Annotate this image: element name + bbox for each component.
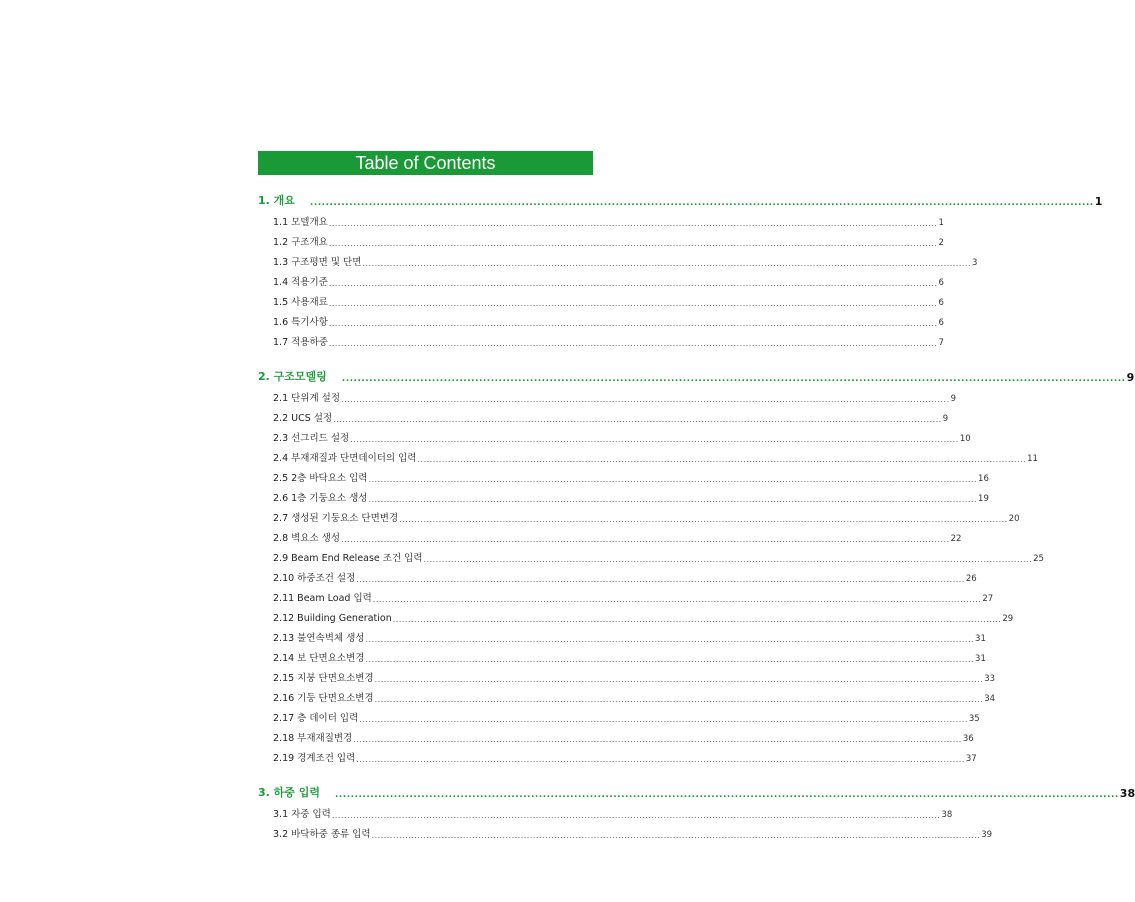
toc-page-number: 6 xyxy=(938,298,944,308)
toc-page-number: 36 xyxy=(962,734,974,744)
toc-section-heading[interactable] xyxy=(258,362,1135,384)
dot-leader: ........................................................................................................................................................................................................ xyxy=(365,635,975,644)
dot-leader: ........................................................................................................................................................................................................ xyxy=(341,395,950,404)
toc-entry-label: 2.18 부재재질변경 xyxy=(273,733,353,744)
toc-page-number: 1 xyxy=(1094,195,1103,208)
toc-page-number: 6 xyxy=(938,278,944,288)
toc-entry[interactable] xyxy=(258,384,957,404)
table-of-contents xyxy=(258,151,1135,840)
toc-entry-label: 1.2 구조개요 xyxy=(273,237,328,248)
toc-page-number: 31 xyxy=(975,654,986,664)
toc-page-number: 26 xyxy=(965,574,977,584)
dot-leader: ........................................................................................................................................................................................................ xyxy=(359,715,968,724)
toc-entry-label: 3. 하중 입력 xyxy=(258,786,320,799)
toc-entry[interactable] xyxy=(258,584,994,604)
toc-entry[interactable] xyxy=(258,444,1038,464)
toc-entry[interactable] xyxy=(258,724,974,744)
dot-leader: ........................................................................................................................................................................................................ xyxy=(372,595,982,604)
toc-entry-label: 2.2 UCS 설정 xyxy=(273,413,333,424)
dot-leader: ........................................................................................................................................................................................................ xyxy=(331,811,941,820)
toc-entry[interactable] xyxy=(258,820,993,840)
toc-page-number: 29 xyxy=(1002,614,1014,624)
dot-leader: ........................................................................................................................................................................................................ xyxy=(350,435,959,444)
toc-entry-label: 3.2 바닥하중 종류 입력 xyxy=(273,829,371,840)
dot-leader: ........................................................................................................................................................................................................ xyxy=(399,515,1008,524)
toc-page-number: 38 xyxy=(941,810,953,820)
dot-leader: ........................................................................................................................................................................................................ xyxy=(328,339,938,348)
toc-entry-label: 1.4 적용기준 xyxy=(273,277,328,288)
toc-entry[interactable] xyxy=(258,464,989,484)
dot-leader: ........................................................................................................................................................................................................ xyxy=(374,675,984,684)
dot-leader: ........................................................................................................................................................................................................ xyxy=(368,475,978,484)
toc-page-number: 11 xyxy=(1027,454,1038,464)
toc-entry[interactable] xyxy=(258,268,944,288)
toc-entry-label: 3.1 자중 입력 xyxy=(273,809,331,820)
dot-leader: ........................................................................................................................................................................................................ xyxy=(333,415,942,424)
toc-page-number: 19 xyxy=(978,494,989,504)
toc-entry[interactable] xyxy=(258,800,953,820)
toc-page-number: 3 xyxy=(972,258,978,268)
toc-entry-label: 2.8 벽요소 생성 xyxy=(273,533,341,544)
toc-entry-label: 2.17 층 데이터 입력 xyxy=(273,713,359,724)
toc-entry[interactable] xyxy=(258,704,980,724)
toc-entry-label: 2.1 단위계 설정 xyxy=(273,393,341,404)
toc-entry[interactable] xyxy=(258,664,996,684)
dot-leader: ........................................................................................................................................................................................................ xyxy=(328,239,938,248)
toc-page-number: 20 xyxy=(1008,514,1020,524)
toc-entry-label: 1.7 적용하중 xyxy=(273,337,328,348)
dot-leader: ........................................................................................................................................................................................................ xyxy=(328,299,938,308)
dot-leader: ........................................................................................................................................................................................................ xyxy=(335,790,1119,800)
toc-entry-label: 1.6 특기사항 xyxy=(273,317,328,328)
toc-entry[interactable] xyxy=(258,424,971,444)
dot-leader: ........................................................................................................................................................................................................ xyxy=(356,755,965,764)
toc-page-number: 2 xyxy=(938,238,944,248)
toc-entry-label: 2.19 경계조건 입력 xyxy=(273,753,356,764)
toc-entry-label: 2. 구조모델링 xyxy=(258,370,327,383)
dot-leader: ........................................................................................................................................................................................................ xyxy=(328,319,938,328)
dot-leader: ........................................................................................................................................................................................................ xyxy=(328,279,938,288)
toc-entry[interactable] xyxy=(258,524,962,544)
dot-leader: ........................................................................................................................................................................................................ xyxy=(365,655,975,664)
section-gap xyxy=(258,764,593,778)
toc-page-number: 25 xyxy=(1033,554,1044,564)
toc-entry-label: 1.1 모델개요 xyxy=(273,217,328,228)
toc-entry-label: 2.9 Beam End Release 조건 입력 xyxy=(273,553,423,564)
toc-entry[interactable] xyxy=(258,208,944,228)
dot-leader: ........................................................................................................................................................................................................ xyxy=(417,455,1027,464)
dot-leader: ........................................................................................................................................................................................................ xyxy=(368,495,978,504)
toc-entry[interactable] xyxy=(258,684,996,704)
toc-entry-label: 2.12 Building Generation xyxy=(273,613,392,624)
toc-entry[interactable] xyxy=(258,328,944,348)
toc-entry-label: 2.14 보 단면요소변경 xyxy=(273,653,365,664)
toc-page-number: 38 xyxy=(1119,787,1135,800)
dot-leader: ........................................................................................................................................................................................................ xyxy=(392,615,1002,624)
toc-page-number: 10 xyxy=(959,434,971,444)
toc-page-number: 1 xyxy=(938,218,944,228)
section-gap xyxy=(258,348,593,362)
toc-page-number: 27 xyxy=(982,594,994,604)
toc-body xyxy=(258,186,1135,840)
toc-entry[interactable] xyxy=(258,504,1020,524)
dot-leader: ........................................................................................................................................................................................................ xyxy=(371,831,981,840)
toc-entry[interactable] xyxy=(258,404,949,424)
toc-entry[interactable] xyxy=(258,644,986,664)
toc-entry[interactable] xyxy=(258,248,978,268)
toc-page-number: 9 xyxy=(942,414,949,424)
toc-entry-label: 2.10 하중조건 설정 xyxy=(273,573,356,584)
toc-title: Table of Contents xyxy=(258,151,593,175)
toc-entry-label: 2.4 부재재질과 단면데이터의 입력 xyxy=(273,453,417,464)
toc-page-number: 33 xyxy=(984,674,996,684)
toc-entry-label: 2.7 생성된 기둥요소 단면변경 xyxy=(273,513,399,524)
toc-entry[interactable] xyxy=(258,624,986,644)
toc-entry-label: 2.15 지붕 단면요소변경 xyxy=(273,673,374,684)
toc-page-number: 34 xyxy=(984,694,996,704)
dot-leader: ........................................................................................................................................................................................................ xyxy=(309,198,1094,208)
toc-page-number: 16 xyxy=(978,474,989,484)
toc-entry[interactable] xyxy=(258,484,989,504)
toc-entry-label: 2.13 불연속벽체 생성 xyxy=(273,633,365,644)
dot-leader: ........................................................................................................................................................................................................ xyxy=(423,555,1033,564)
dot-leader: ........................................................................................................................................................................................................ xyxy=(341,374,1126,384)
toc-page-number: 22 xyxy=(950,534,962,544)
dot-leader: ........................................................................................................................................................................................................ xyxy=(353,735,962,744)
toc-section-heading[interactable] xyxy=(258,186,1103,208)
toc-entry[interactable] xyxy=(258,228,944,248)
toc-page-number: 9 xyxy=(1126,371,1135,384)
toc-page-number: 7 xyxy=(938,338,944,348)
toc-section-heading[interactable] xyxy=(258,778,1135,800)
toc-page-number: 6 xyxy=(938,318,944,328)
toc-page-number: 9 xyxy=(950,394,957,404)
toc-entry-label: 1. 개요 xyxy=(258,194,295,207)
dot-leader: ........................................................................................................................................................................................................ xyxy=(362,259,972,268)
toc-entry-label: 2.3 선그리드 설정 xyxy=(273,433,350,444)
toc-entry[interactable] xyxy=(258,308,944,328)
toc-entry-label: 1.5 사용재료 xyxy=(273,297,328,308)
toc-entry[interactable] xyxy=(258,564,977,584)
toc-entry[interactable] xyxy=(258,604,1014,624)
toc-page-number: 37 xyxy=(965,754,977,764)
toc-entry[interactable] xyxy=(258,544,1044,564)
toc-page-number: 35 xyxy=(968,714,980,724)
toc-entry[interactable] xyxy=(258,288,944,308)
dot-leader: ........................................................................................................................................................................................................ xyxy=(374,695,984,704)
dot-leader: ........................................................................................................................................................................................................ xyxy=(328,219,938,228)
toc-entry-label: 2.5 2층 바닥요소 입력 xyxy=(273,473,368,484)
toc-page-number: 39 xyxy=(981,830,993,840)
toc-entry-label: 1.3 구조평면 및 단면 xyxy=(273,257,362,268)
dot-leader: ........................................................................................................................................................................................................ xyxy=(356,575,965,584)
dot-leader: ........................................................................................................................................................................................................ xyxy=(341,535,950,544)
toc-page-number: 31 xyxy=(975,634,986,644)
toc-entry[interactable] xyxy=(258,744,977,764)
toc-entry-label: 2.6 1층 기둥요소 생성 xyxy=(273,493,368,504)
toc-entry-label: 2.16 기둥 단면요소변경 xyxy=(273,693,374,704)
toc-entry-label: 2.11 Beam Load 입력 xyxy=(273,593,372,604)
